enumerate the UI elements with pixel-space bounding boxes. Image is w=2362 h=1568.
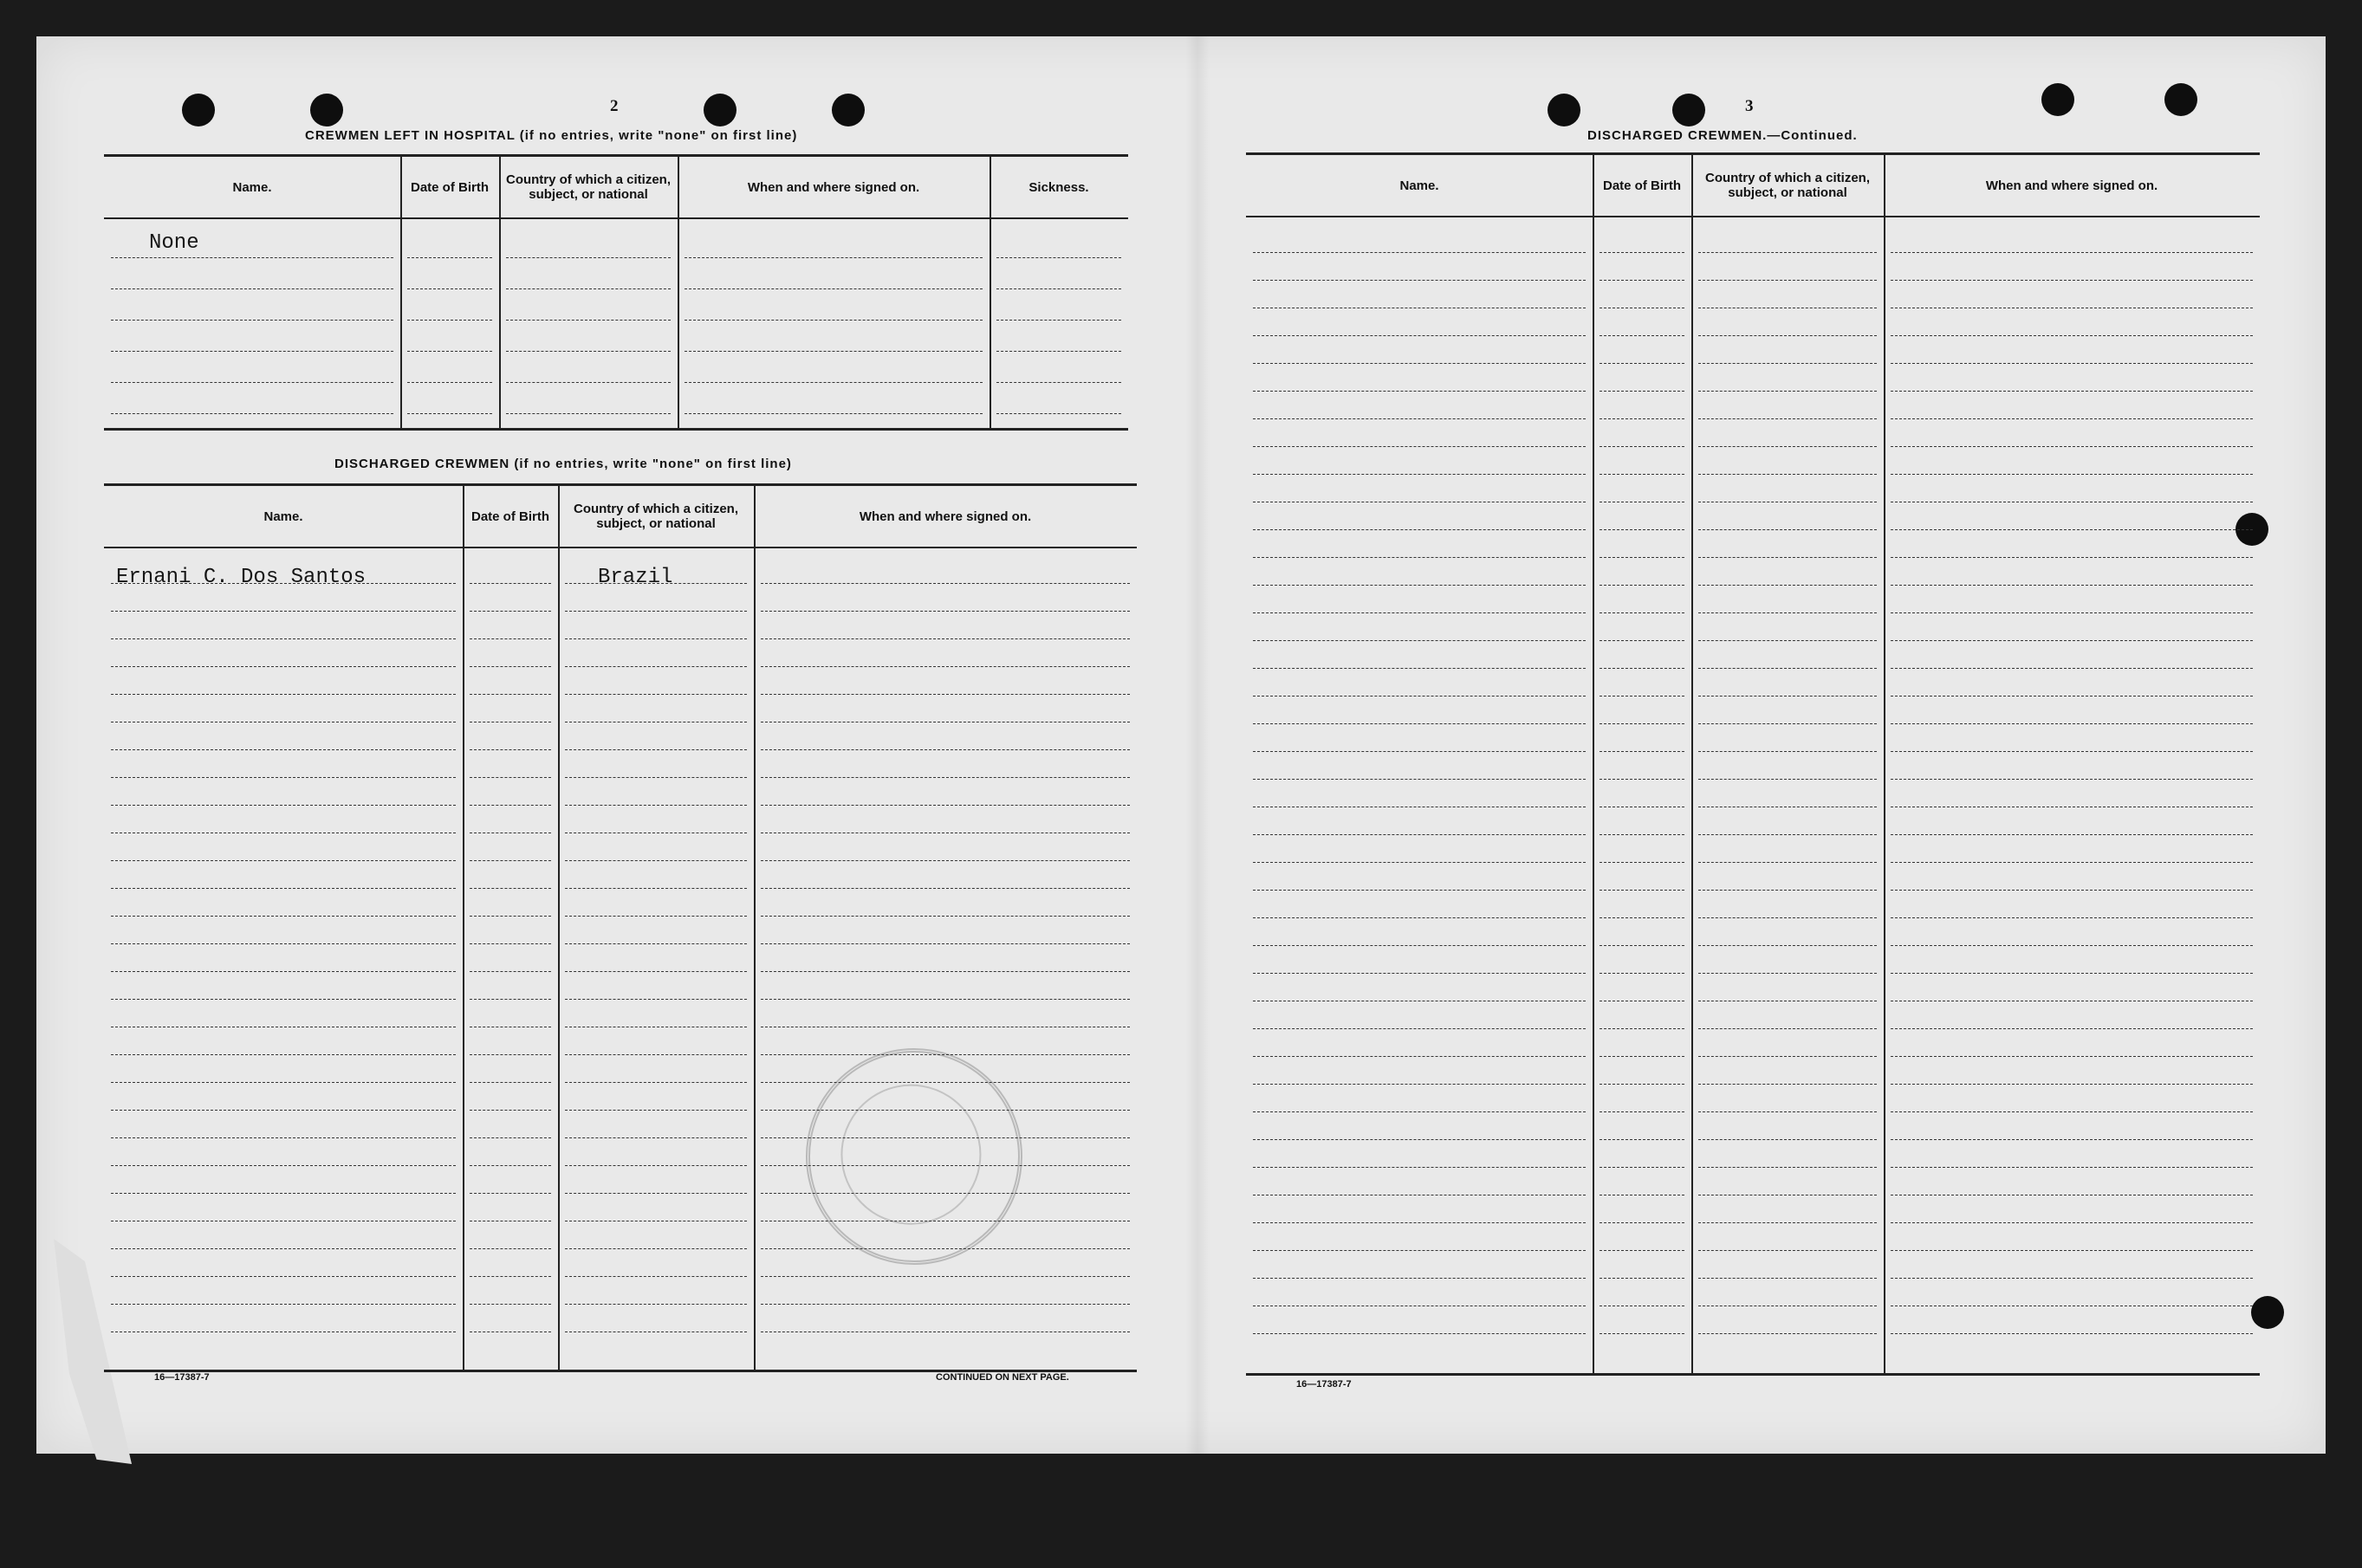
header-name: Name. bbox=[104, 486, 463, 548]
header-birth: Date of Birth bbox=[1593, 155, 1691, 217]
punch-hole bbox=[832, 94, 865, 126]
header-birth: Date of Birth bbox=[463, 486, 558, 548]
header-country: Country of which a citizen, subject, or national bbox=[558, 486, 754, 548]
discharged-col-signed bbox=[754, 486, 1137, 1370]
discharged-col-birth bbox=[463, 486, 558, 1370]
header-sickness: Sickness. bbox=[990, 157, 1128, 219]
header-signed: When and where signed on. bbox=[1884, 155, 2260, 217]
page-number-right: 3 bbox=[1745, 97, 1754, 115]
header-name: Name. bbox=[104, 157, 400, 219]
page-number-left: 2 bbox=[610, 97, 619, 115]
header-signed: When and where signed on. bbox=[678, 157, 990, 219]
continued-col-birth bbox=[1593, 155, 1691, 1373]
header-birth: Date of Birth bbox=[400, 157, 499, 219]
header-signed: When and where signed on. bbox=[754, 486, 1137, 548]
form-number-right: 16—17387-7 bbox=[1296, 1379, 1352, 1390]
discharged-continued-table bbox=[1246, 152, 2260, 1376]
discharged-entry-country: Brazil bbox=[598, 566, 673, 589]
hospital-col-name bbox=[104, 157, 400, 428]
hospital-entry-name: None bbox=[149, 231, 199, 255]
discharged-col-country bbox=[558, 486, 754, 1370]
discharged-continued-title: DISCHARGED CREWMEN.—Continued. bbox=[1587, 128, 1858, 143]
header-name: Name. bbox=[1246, 155, 1593, 217]
discharged-entry-name: Ernani C. Dos Santos bbox=[116, 566, 367, 589]
punch-hole bbox=[1672, 94, 1705, 126]
punch-hole bbox=[2164, 83, 2197, 116]
header-country: Country of which a citizen, subject, or national bbox=[1691, 155, 1884, 217]
page-fold bbox=[1185, 36, 1210, 1454]
discharged-col-name bbox=[104, 486, 463, 1370]
hospital-col-birth bbox=[400, 157, 499, 428]
punch-hole bbox=[1548, 94, 1580, 126]
punch-hole bbox=[182, 94, 215, 126]
continued-col-country bbox=[1691, 155, 1884, 1373]
discharged-section-title: DISCHARGED CREWMEN (if no entries, write "none" on first line) bbox=[334, 457, 792, 471]
hospital-col-country bbox=[499, 157, 678, 428]
form-number-left: 16—17387-7 bbox=[154, 1372, 210, 1383]
punch-hole bbox=[2041, 83, 2074, 116]
continued-note: CONTINUED ON NEXT PAGE. bbox=[936, 1372, 1069, 1383]
continued-col-name bbox=[1246, 155, 1593, 1373]
punch-hole bbox=[704, 94, 737, 126]
punch-hole bbox=[310, 94, 343, 126]
header-country: Country of which a citizen, subject, or national bbox=[499, 157, 678, 219]
hospital-col-signed bbox=[678, 157, 990, 428]
continued-col-signed bbox=[1884, 155, 2260, 1373]
hospital-section-title: CREWMEN LEFT IN HOSPITAL (if no entries, write "none" on first line) bbox=[305, 128, 798, 143]
hospital-table bbox=[104, 154, 1128, 431]
hospital-col-sickness bbox=[990, 157, 1128, 428]
discharged-table bbox=[104, 483, 1137, 1372]
